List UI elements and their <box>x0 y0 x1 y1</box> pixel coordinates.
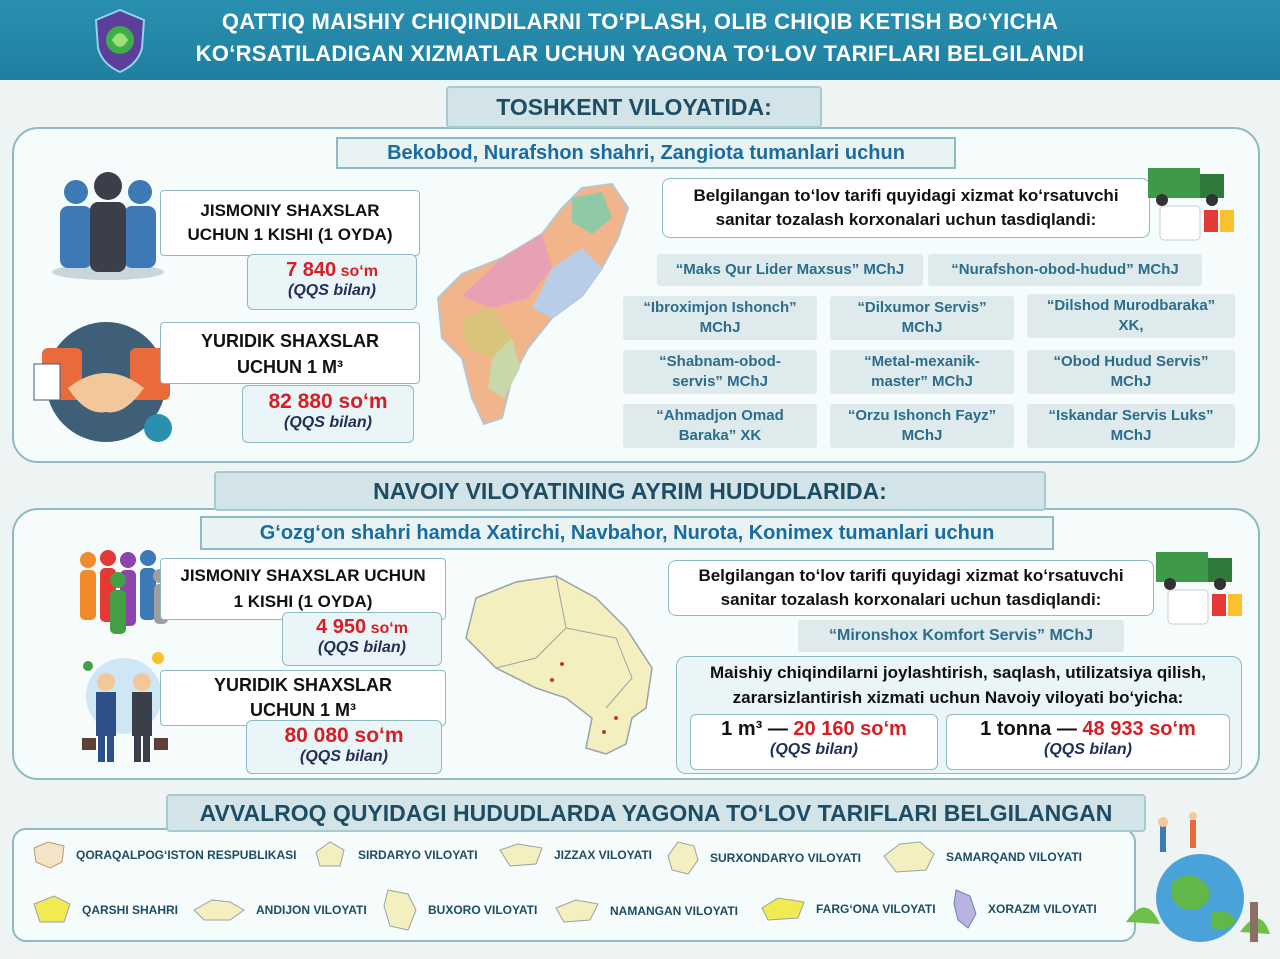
toshkent-legal-label <box>160 322 420 384</box>
company-item <box>1027 404 1235 448</box>
disposal-text-line-1: Maishiy chiqindilarni joylashtirish, saqlash, utilizatsiya qilish, <box>710 663 1206 682</box>
company-type: XK, <box>1118 317 1144 334</box>
navoiy-legal-vat: (QQS bilan) <box>300 748 388 765</box>
region-map-icon <box>30 892 74 928</box>
company-name: “Shabnam-obod- <box>659 353 781 370</box>
region-map-icon <box>664 838 702 878</box>
company-type: MChJ <box>1110 373 1152 390</box>
region-name: ANDIJON VILOYATI <box>256 903 367 917</box>
company-item <box>623 350 817 394</box>
navoiy-individual-label-line-1: JISMONIY SHAXSLAR UCHUN <box>180 566 426 585</box>
people-crowd-icon <box>74 546 170 636</box>
navoiy-notice-line-1: Belgilangan to‘lov tarifi quyidagi xizmat ko‘rsatuvchi <box>698 566 1124 585</box>
disposal-text <box>680 660 1236 710</box>
region-item <box>310 838 478 872</box>
company-item <box>623 296 817 340</box>
navoiy-individual-currency: so‘m <box>370 620 408 637</box>
region-map-icon <box>880 838 938 876</box>
m3-price-box <box>690 714 938 770</box>
navoiy-individual-price: 4 950 <box>316 616 367 638</box>
region-name: BUXORO VILOYATI <box>428 903 538 917</box>
garbage-truck-icon <box>1148 544 1252 628</box>
toshkent-individual-label-line-1: JISMONIY SHAXSLAR <box>200 201 380 220</box>
toshkent-notice-line-2: sanitar tozalash korxonalari uchun tasdiqlandi: <box>715 210 1097 229</box>
company-item <box>1027 294 1235 338</box>
people-group-icon <box>48 170 168 282</box>
company-item <box>928 254 1202 286</box>
company-type: MChJ <box>1110 427 1152 444</box>
company-name: “Orzu Ishonch Fayz” <box>847 407 997 424</box>
company-name: “Dilshod Murodbaraka” <box>1046 297 1216 314</box>
region-map-icon <box>552 894 602 928</box>
company-type: servis” MChJ <box>672 373 768 390</box>
region-map-icon <box>496 838 546 872</box>
region-map-icon <box>30 838 68 872</box>
navoiy-individual-label-line-2: 1 KISHI (1 OYDA) <box>233 592 373 611</box>
header-title-line-2: KO‘RSATILADIGAN XIZMATLAR UCHUN YAGONA TO‘LOV TARIFLARI BELGILANDI <box>195 41 1085 66</box>
company-item <box>830 296 1014 340</box>
toshkent-legal-price: 82 880 so‘m <box>268 390 388 413</box>
garbage-truck-icon <box>1140 160 1244 244</box>
header-title-line-1: QATTIQ MAISHIY CHIQINDILARNI TO‘PLASH, OLIB CHIQIB KETISH BO‘YICHA <box>221 9 1059 34</box>
company-name: “Mironshox Komfort Servis” MChJ <box>828 627 1094 644</box>
company-type: Baraka” XK <box>678 427 762 444</box>
toshkent-individual-label-line-2: UCHUN 1 KISHI (1 OYDA) <box>187 225 393 244</box>
company-name: “Maks Qur Lider Maxsus” MChJ <box>675 261 905 278</box>
region-map-icon <box>950 886 980 932</box>
company-type: master” MChJ <box>871 373 973 390</box>
navoiy-legal-label-line-2: UCHUN 1 M³ <box>250 700 356 720</box>
company-name: “Nurafshon-obod-hudud” MChJ <box>951 261 1179 278</box>
navoiy-individual-label <box>160 558 446 620</box>
region-map-icon <box>310 838 350 872</box>
region-map-icon <box>380 886 420 934</box>
navoiy-legal-price: 80 080 so‘m <box>284 724 404 747</box>
company-name: “Ahmadjon Omad <box>656 407 784 424</box>
company-type: MChJ <box>901 319 943 336</box>
shield-logo-icon <box>92 8 148 74</box>
business-handshake-icon <box>74 646 174 768</box>
region-item <box>380 886 537 934</box>
region-name: XORAZM VILOYATI <box>988 902 1097 916</box>
toshkent-title: TOSHKENT VILOYATIDA: <box>446 86 822 128</box>
region-item <box>552 894 738 928</box>
company-name: “Dilxumor Servis” <box>857 299 987 316</box>
navoiy-title: NAVOIY VILOYATINING AYRIM HUDUDLARIDA: <box>214 471 1046 511</box>
navoiy-region-map <box>456 568 660 760</box>
m3-vat: (QQS bilan) <box>770 741 858 758</box>
company-type: MChJ <box>901 427 943 444</box>
region-item <box>950 886 1097 932</box>
m3-label: 1 m³ — <box>721 718 794 740</box>
toshkent-subtitle: Bekobod, Nurafshon shahri, Zangiota tumanlari uchun <box>336 137 956 169</box>
region-name: QORAQALPOG‘ISTON RESPUBLIKASI <box>76 848 297 862</box>
region-item <box>190 894 367 926</box>
company-name: “Obod Hudud Servis” <box>1053 353 1209 370</box>
toshkent-legal-price-box <box>242 385 414 443</box>
region-name: QARSHI SHAHRI <box>82 903 179 917</box>
toshkent-individual-currency: so‘m <box>340 263 378 280</box>
navoiy-legal-label-line-1: YURIDIK SHAXSLAR <box>213 675 392 695</box>
navoiy-notice-line-2: sanitar tozalash korxonalari uchun tasdiqlandi: <box>720 590 1102 609</box>
tonna-vat: (QQS bilan) <box>1044 741 1132 758</box>
toshkent-legal-label-line-2: UCHUN 1 M³ <box>237 357 343 377</box>
company-item <box>657 254 923 286</box>
previous-regions-title: AVVALROQ QUYIDAGI HUDUDLARDA YAGONA TO‘LOV TARIFLARI BELGILANGAN <box>166 794 1146 832</box>
company-item <box>1027 350 1235 394</box>
navoiy-legal-label <box>160 670 446 726</box>
navoiy-individual-price-box <box>282 612 442 666</box>
region-name: NAMANGAN VILOYATI <box>610 904 739 918</box>
region-map-icon <box>190 894 248 926</box>
navoiy-legal-price-box <box>246 720 442 774</box>
handshake-icon <box>28 308 178 458</box>
region-item <box>880 838 1082 876</box>
company-type: MChJ <box>699 319 741 336</box>
toshkent-individual-vat: (QQS bilan) <box>288 282 376 299</box>
toshkent-individual-label <box>160 190 420 256</box>
toshkent-region-map <box>432 178 644 430</box>
company-item <box>830 350 1014 394</box>
tonna-price: 48 933 so‘m <box>1082 718 1196 740</box>
toshkent-notice <box>662 178 1150 238</box>
toshkent-individual-price-box <box>247 254 417 310</box>
toshkent-legal-vat: (QQS bilan) <box>284 414 372 431</box>
toshkent-legal-label-line-1: YURIDIK SHAXSLAR <box>200 331 379 351</box>
region-map-icon <box>758 894 808 924</box>
region-item <box>30 892 178 928</box>
m3-price: 20 160 so‘m <box>793 718 907 740</box>
toshkent-individual-price: 7 840 <box>286 259 337 281</box>
ecology-globe-illustration <box>1120 812 1274 950</box>
region-name: SAMARQAND VILOYATI <box>946 850 1083 864</box>
navoiy-subtitle: G‘ozg‘on shahri hamda Xatirchi, Navbahor, Nurota, Konimex tumanlari uchun <box>200 516 1054 550</box>
region-item <box>758 894 936 924</box>
tonna-label: 1 tonna — <box>980 718 1083 740</box>
region-item <box>30 838 296 872</box>
navoiy-individual-vat: (QQS bilan) <box>318 639 406 656</box>
region-name: SIRDARYO VILOYATI <box>358 848 478 862</box>
company-name: “Metal-mexanik- <box>864 353 980 370</box>
company-name: “Ibroximjon Ishonch” <box>643 299 797 316</box>
region-item <box>664 838 861 878</box>
company-name: “Iskandar Servis Luks” <box>1048 407 1214 424</box>
region-item <box>496 838 652 872</box>
disposal-text-line-2: zararsizlantirish xizmati uchun Navoiy viloyati bo‘yicha: <box>732 688 1184 707</box>
navoiy-notice <box>668 560 1154 616</box>
region-name: JIZZAX VILOYATI <box>554 848 653 862</box>
company-item <box>623 404 817 448</box>
toshkent-notice-line-1: Belgilangan to‘lov tarifi quyidagi xizmat ko‘rsatuvchi <box>693 186 1119 205</box>
company-item <box>830 404 1014 448</box>
region-name: SURXONDARYO VILOYATI <box>710 851 861 865</box>
region-name: FARG‘ONA VILOYATI <box>816 902 936 916</box>
tonna-price-box <box>946 714 1230 770</box>
navoiy-company <box>798 620 1124 652</box>
page-header <box>0 0 1280 80</box>
